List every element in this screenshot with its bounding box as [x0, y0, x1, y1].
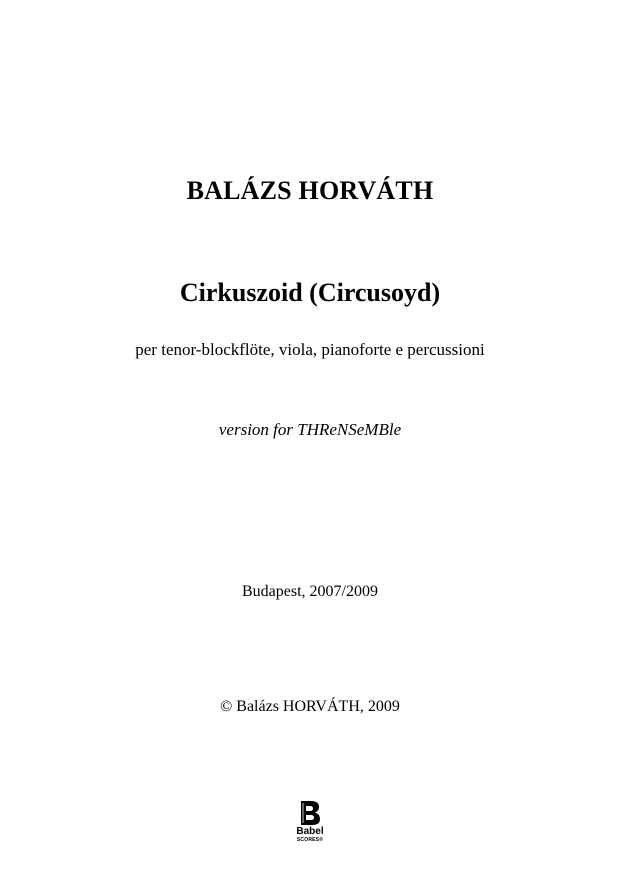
publisher-name: Babel: [296, 826, 324, 837]
instrumentation: per tenor-blockflöte, viola, pianoforte e percussioni: [135, 340, 485, 359]
babel-scores-logo-icon: [299, 800, 321, 826]
place-date: Budapest, 2007/2009: [242, 583, 378, 600]
publisher-logo: [290, 800, 330, 850]
work-title: Cirkuszoid (Circusoyd): [179, 278, 441, 307]
version-note: version for THReNSeMBle: [218, 420, 402, 439]
publisher-subtitle: SCORES®: [296, 837, 324, 843]
composer-name: BALÁZS HORVÁTH: [186, 176, 434, 205]
copyright-notice: © Balázs HORVÁTH, 2009: [220, 698, 400, 715]
